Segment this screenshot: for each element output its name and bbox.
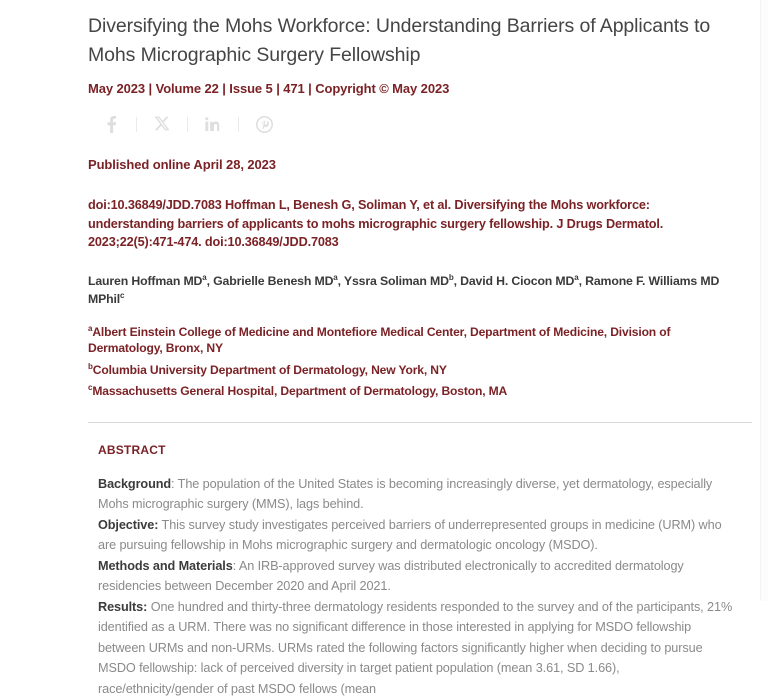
citation-block: doi:10.36849/JDD.7083 Hoffman L, Benesh G, Soliman Y, et al. Diversifying the Mohs workforce: understanding barriers of applicants to mohs micrographic surgery fellowship. J Drugs Dermatol. 2023;22(5):471-474. doi:10.36849/JDD.7083 xyxy=(88,196,736,252)
pinterest-icon xyxy=(256,116,273,133)
author-affiliation-marker: a xyxy=(333,272,337,281)
section-divider xyxy=(88,422,752,423)
affiliation-text: Columbia University Department of Dermatology, New York, NY xyxy=(93,363,447,377)
author-name: David H. Ciocon MD xyxy=(460,274,574,288)
facebook-share-button[interactable] xyxy=(96,111,126,137)
page-title: Diversifying the Mohs Workforce: Understanding Barriers of Applicants to Mohs Micrographic Surgery Fellowship xyxy=(88,0,736,70)
social-divider xyxy=(187,117,188,132)
author-name: Lauren Hoffman MD xyxy=(88,274,202,288)
page-scrollbar-gutter[interactable] xyxy=(760,0,768,601)
abstract-text: An IRB-approved survey was distributed electronically to accredited dermatology residencies between December 2020 and April 2021. xyxy=(98,559,684,594)
abstract-label: Methods and Materials xyxy=(98,559,233,573)
author-list xyxy=(88,272,736,308)
abstract-label: Objective: xyxy=(98,518,158,532)
abstract-label: Background xyxy=(98,477,171,491)
abstract-section xyxy=(88,443,752,699)
abstract-text: The population of the United States is becoming increasingly diverse, yet dermatology, especially Mohs micrographic surgery (MMS), lags behind. xyxy=(98,477,712,512)
affiliation-text: Massachusetts General Hospital, Department of Dermatology, Boston, MA xyxy=(92,384,507,398)
x-share-button[interactable] xyxy=(147,111,177,137)
abstract-heading: ABSTRACT xyxy=(98,443,752,457)
social-share-row xyxy=(96,110,752,138)
affiliation-marker: b xyxy=(88,361,93,370)
social-divider xyxy=(136,117,137,132)
abstract-paragraph: Background: The population of the United States is becoming increasingly diverse, yet dermatology, especially Mohs micrographic surgery (MMS), lags behind. xyxy=(98,474,738,515)
social-divider xyxy=(238,117,239,132)
linkedin-share-button[interactable] xyxy=(198,111,228,137)
author-name: Gabrielle Benesh MD xyxy=(213,274,333,288)
author-name: Ramone F. Williams MD MPhil xyxy=(88,274,719,306)
abstract-paragraph: Methods and Materials: An IRB-approved survey was distributed electronically to accredited dermatology residencies between December 2020 and April 2021. xyxy=(98,556,738,597)
abstract-paragraph xyxy=(98,515,738,556)
affiliation-list xyxy=(88,324,752,400)
affiliation-marker: c xyxy=(88,383,92,392)
affiliation-marker: a xyxy=(88,323,92,332)
facebook-icon xyxy=(107,116,116,133)
abstract-body xyxy=(98,474,738,699)
article-content xyxy=(88,0,752,699)
abstract-paragraph xyxy=(98,597,738,699)
affiliation-text: Albert Einstein College of Medicine and Montefiore Medical Center, Department of Medicine, Division of Dermatology, Bronx, NY xyxy=(88,325,670,356)
affiliation-item xyxy=(88,324,708,357)
author-affiliation-marker: c xyxy=(120,290,124,299)
abstract-label: Results: xyxy=(98,600,147,614)
x-twitter-icon xyxy=(154,116,170,132)
authors-text: Lauren Hoffman $MD^a$, Gabrielle Benesh $MD^a$, Yssra Soliman $MD^b$, David H. Ciocon $MD^a$, Ramone F. Williams MD MPhil$^c$ xyxy=(88,274,719,306)
abstract-text: This survey study investigates perceived barriers of underrepresented groups in medicine (URM) who are pursuing fellowship in Mohs micrographic surgery and dermatologic oncology (MSDO). xyxy=(98,518,722,553)
author-name: Yssra Soliman MD xyxy=(344,274,449,288)
affiliation-item xyxy=(88,362,708,379)
author-affiliation-marker: a xyxy=(574,272,578,281)
author-affiliation-marker: a xyxy=(202,272,206,281)
abstract-text: One hundred and thirty-three dermatology residents responded to the survey and of the participants, 21% identified as a URM. There was no significant difference in those interested in applying for MSDO fellowship between URMs and non-URMs. URMs rated the following factors significantly higher when deciding to pursue MSDO fellowship: lack of perceived diversity in target patient population (mean 3.61, SD 1.66), race/ethnicity/gender of past MSDO fellows (mean xyxy=(98,600,732,696)
linkedin-icon xyxy=(205,116,221,132)
published-date: Published online April 28, 2023 xyxy=(88,157,752,172)
affiliation-item xyxy=(88,383,708,400)
pinterest-share-button[interactable] xyxy=(249,111,279,137)
issue-meta: May 2023 | Volume 22 | Issue 5 | 471 | Copyright © May 2023 xyxy=(88,81,752,96)
author-affiliation-marker: b xyxy=(449,272,454,281)
